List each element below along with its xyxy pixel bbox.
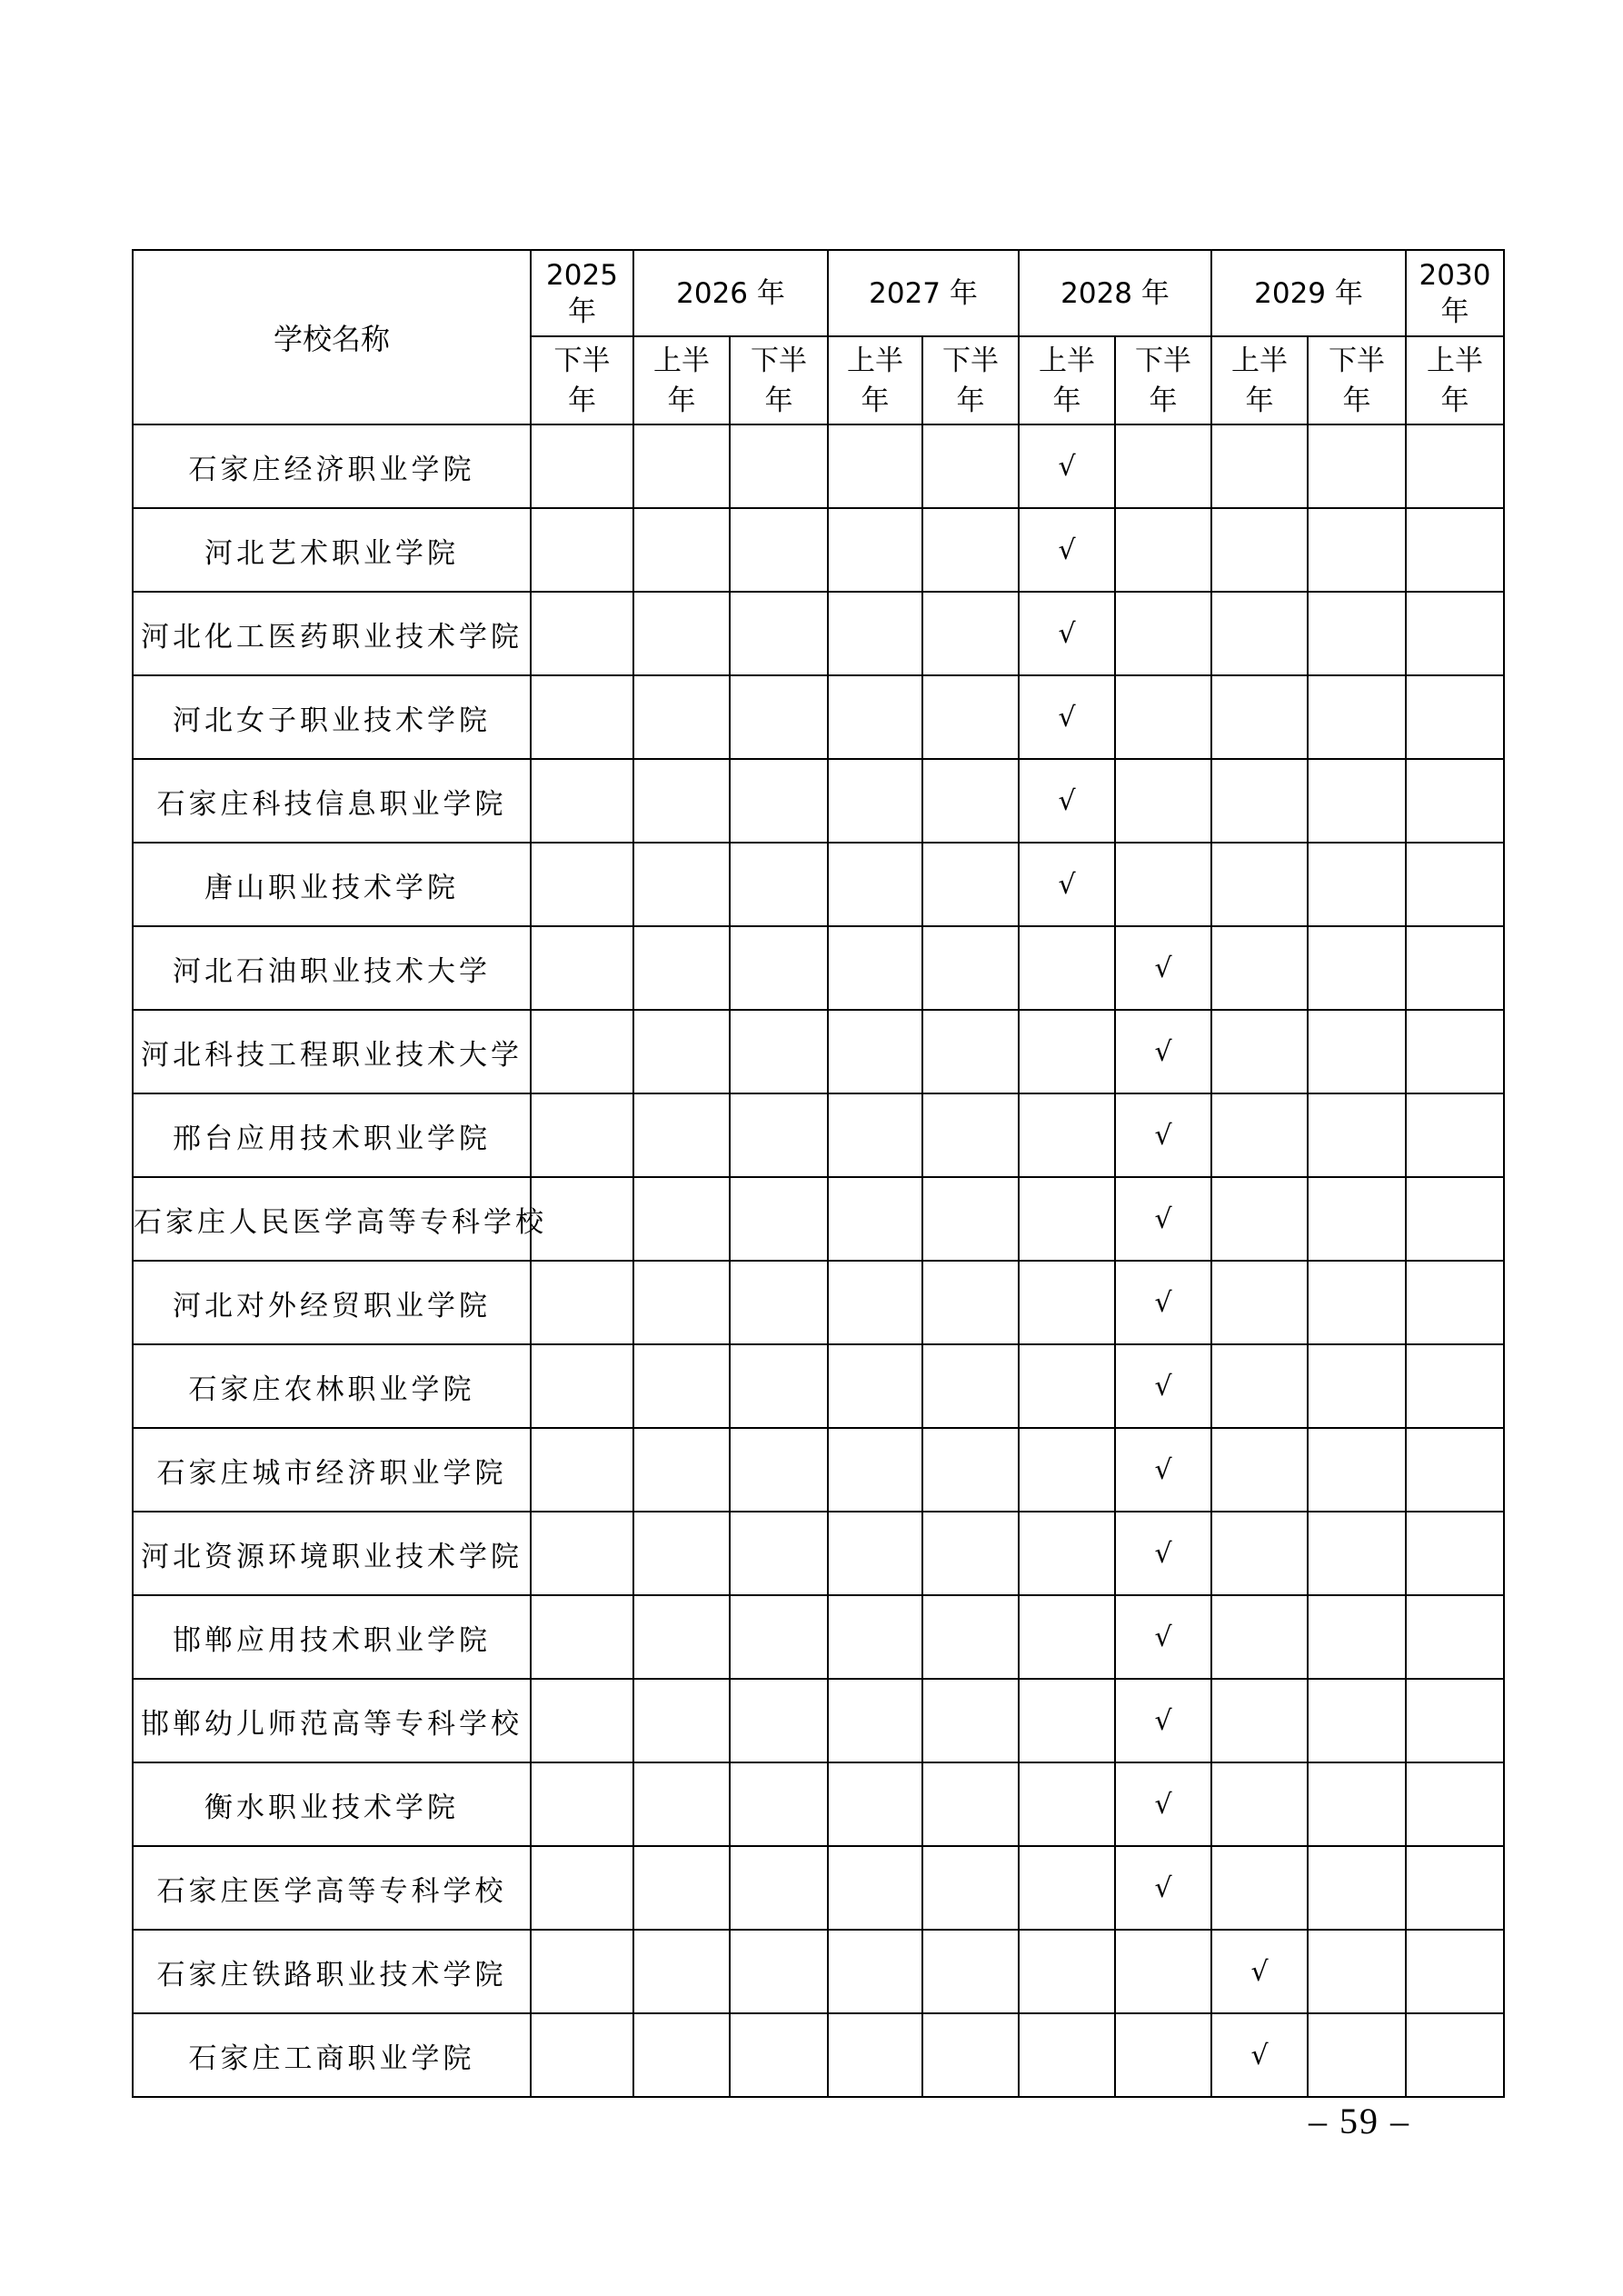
check-mark-cell: √ bbox=[1019, 508, 1115, 592]
empty-cell bbox=[1211, 508, 1308, 592]
empty-cell bbox=[1019, 1846, 1115, 1930]
empty-cell bbox=[1308, 1177, 1406, 1261]
table-row bbox=[133, 1595, 1504, 1679]
empty-cell bbox=[633, 1093, 730, 1177]
table-row bbox=[133, 1512, 1504, 1595]
empty-cell bbox=[1308, 424, 1406, 508]
empty-cell bbox=[1308, 1344, 1406, 1428]
empty-cell bbox=[1406, 1344, 1504, 1428]
table-row bbox=[133, 1177, 1504, 1261]
empty-cell bbox=[1406, 759, 1504, 843]
empty-cell bbox=[633, 1010, 730, 1093]
half-year-header: 下半 年 bbox=[730, 336, 828, 424]
table-row bbox=[133, 1093, 1504, 1177]
empty-cell bbox=[922, 1177, 1019, 1261]
empty-cell bbox=[1211, 843, 1308, 926]
empty-cell bbox=[1406, 1595, 1504, 1679]
empty-cell bbox=[1211, 1344, 1308, 1428]
empty-cell bbox=[1211, 1595, 1308, 1679]
empty-cell bbox=[922, 1512, 1019, 1595]
half-year-header: 上半 年 bbox=[1019, 336, 1115, 424]
empty-cell bbox=[1115, 2013, 1211, 2097]
empty-cell bbox=[1406, 843, 1504, 926]
empty-cell bbox=[1019, 1093, 1115, 1177]
empty-cell bbox=[1115, 592, 1211, 675]
empty-cell bbox=[922, 675, 1019, 759]
school-name-cell: 河北艺术职业学院 bbox=[133, 508, 531, 592]
empty-cell bbox=[633, 592, 730, 675]
empty-cell bbox=[1019, 1930, 1115, 2013]
empty-cell bbox=[1308, 2013, 1406, 2097]
schedule-table bbox=[132, 249, 1505, 2098]
table-row bbox=[133, 843, 1504, 926]
empty-cell bbox=[1019, 1512, 1115, 1595]
empty-cell bbox=[828, 2013, 922, 2097]
empty-cell bbox=[1019, 1428, 1115, 1512]
empty-cell bbox=[828, 675, 922, 759]
check-mark-cell: √ bbox=[1211, 2013, 1308, 2097]
empty-cell bbox=[828, 508, 922, 592]
empty-cell bbox=[922, 1344, 1019, 1428]
check-mark-cell: √ bbox=[1019, 592, 1115, 675]
empty-cell bbox=[730, 1010, 828, 1093]
half-year-header: 上半 年 bbox=[633, 336, 730, 424]
table-row bbox=[133, 759, 1504, 843]
empty-cell bbox=[1211, 675, 1308, 759]
year-header: 2029 年 bbox=[1211, 250, 1406, 336]
empty-cell bbox=[633, 1261, 730, 1344]
empty-cell bbox=[633, 675, 730, 759]
empty-cell bbox=[633, 1846, 730, 1930]
empty-cell bbox=[531, 1093, 633, 1177]
empty-cell bbox=[1211, 1846, 1308, 1930]
school-name-cell: 石家庄医学高等专科学校 bbox=[133, 1846, 531, 1930]
empty-cell bbox=[531, 1344, 633, 1428]
school-name-cell: 石家庄农林职业学院 bbox=[133, 1344, 531, 1428]
empty-cell bbox=[1308, 1679, 1406, 1762]
empty-cell bbox=[1019, 926, 1115, 1010]
school-name-cell: 河北科技工程职业技术大学 bbox=[133, 1010, 531, 1093]
empty-cell bbox=[1211, 759, 1308, 843]
empty-cell bbox=[922, 1679, 1019, 1762]
empty-cell bbox=[1308, 1512, 1406, 1595]
half-year-header: 下半 年 bbox=[1115, 336, 1211, 424]
empty-cell bbox=[828, 1595, 922, 1679]
empty-cell bbox=[730, 1428, 828, 1512]
empty-cell bbox=[1406, 1261, 1504, 1344]
empty-cell bbox=[633, 1428, 730, 1512]
empty-cell bbox=[1406, 1846, 1504, 1930]
empty-cell bbox=[828, 926, 922, 1010]
empty-cell bbox=[828, 843, 922, 926]
empty-cell bbox=[531, 1930, 633, 2013]
school-name-cell: 河北对外经贸职业学院 bbox=[133, 1261, 531, 1344]
empty-cell bbox=[531, 1846, 633, 1930]
year-header: 2027 年 bbox=[828, 250, 1019, 336]
empty-cell bbox=[1308, 1093, 1406, 1177]
empty-cell bbox=[1406, 1010, 1504, 1093]
empty-cell bbox=[1115, 424, 1211, 508]
half-year-header: 上半 年 bbox=[1406, 336, 1504, 424]
empty-cell bbox=[1308, 1930, 1406, 2013]
empty-cell bbox=[1211, 1261, 1308, 1344]
empty-cell bbox=[730, 592, 828, 675]
empty-cell bbox=[1308, 1846, 1406, 1930]
check-mark-cell: √ bbox=[1115, 1512, 1211, 1595]
empty-cell bbox=[1308, 592, 1406, 675]
empty-cell bbox=[1406, 1679, 1504, 1762]
empty-cell bbox=[1019, 1595, 1115, 1679]
empty-cell bbox=[1019, 2013, 1115, 2097]
school-name-cell: 邯郸应用技术职业学院 bbox=[133, 1595, 531, 1679]
empty-cell bbox=[1406, 1093, 1504, 1177]
school-name-cell: 唐山职业技术学院 bbox=[133, 843, 531, 926]
empty-cell bbox=[1115, 508, 1211, 592]
empty-cell bbox=[922, 843, 1019, 926]
empty-cell bbox=[922, 1930, 1019, 2013]
empty-cell bbox=[730, 926, 828, 1010]
empty-cell bbox=[1308, 1428, 1406, 1512]
empty-cell bbox=[1308, 1595, 1406, 1679]
empty-cell bbox=[922, 1261, 1019, 1344]
empty-cell bbox=[828, 1846, 922, 1930]
empty-cell bbox=[531, 1762, 633, 1846]
empty-cell bbox=[531, 1595, 633, 1679]
empty-cell bbox=[1406, 424, 1504, 508]
empty-cell bbox=[922, 1010, 1019, 1093]
empty-cell bbox=[1115, 759, 1211, 843]
empty-cell bbox=[922, 926, 1019, 1010]
empty-cell bbox=[1308, 675, 1406, 759]
check-mark-cell: √ bbox=[1115, 1428, 1211, 1512]
table-row bbox=[133, 1261, 1504, 1344]
check-mark-cell: √ bbox=[1019, 424, 1115, 508]
empty-cell bbox=[730, 1595, 828, 1679]
check-mark-cell: √ bbox=[1115, 1762, 1211, 1846]
empty-cell bbox=[1211, 424, 1308, 508]
empty-cell bbox=[730, 2013, 828, 2097]
check-mark-cell: √ bbox=[1115, 1846, 1211, 1930]
empty-cell bbox=[1406, 592, 1504, 675]
empty-cell bbox=[531, 1679, 633, 1762]
empty-cell bbox=[1115, 843, 1211, 926]
check-mark-cell: √ bbox=[1211, 1930, 1308, 2013]
half-year-header: 下半 年 bbox=[922, 336, 1019, 424]
empty-cell bbox=[633, 1344, 730, 1428]
year-header: 2025 年 bbox=[531, 250, 633, 336]
half-year-header: 上半 年 bbox=[828, 336, 922, 424]
school-name-cell: 石家庄工商职业学院 bbox=[133, 2013, 531, 2097]
empty-cell bbox=[1406, 508, 1504, 592]
empty-cell bbox=[828, 759, 922, 843]
check-mark-cell: √ bbox=[1115, 1261, 1211, 1344]
empty-cell bbox=[828, 1261, 922, 1344]
empty-cell bbox=[633, 1177, 730, 1261]
empty-cell bbox=[1406, 1177, 1504, 1261]
empty-cell bbox=[1211, 1177, 1308, 1261]
school-name-cell: 衡水职业技术学院 bbox=[133, 1762, 531, 1846]
empty-cell bbox=[828, 1512, 922, 1595]
empty-cell bbox=[922, 2013, 1019, 2097]
empty-cell bbox=[1211, 1428, 1308, 1512]
empty-cell bbox=[828, 1428, 922, 1512]
empty-cell bbox=[531, 843, 633, 926]
empty-cell bbox=[1019, 1762, 1115, 1846]
empty-cell bbox=[828, 1093, 922, 1177]
empty-cell bbox=[633, 1595, 730, 1679]
empty-cell bbox=[531, 759, 633, 843]
empty-cell bbox=[730, 1344, 828, 1428]
empty-cell bbox=[1308, 843, 1406, 926]
empty-cell bbox=[1406, 926, 1504, 1010]
empty-cell bbox=[1211, 1512, 1308, 1595]
school-name-cell: 石家庄人民医学高等专科学校 bbox=[133, 1177, 531, 1261]
empty-cell bbox=[1308, 1010, 1406, 1093]
table-row bbox=[133, 592, 1504, 675]
table-row bbox=[133, 508, 1504, 592]
table-row bbox=[133, 926, 1504, 1010]
empty-cell bbox=[531, 508, 633, 592]
table-row bbox=[133, 1930, 1504, 2013]
check-mark-cell: √ bbox=[1115, 1093, 1211, 1177]
empty-cell bbox=[730, 508, 828, 592]
empty-cell bbox=[1115, 1930, 1211, 2013]
empty-cell bbox=[1406, 1762, 1504, 1846]
table-row bbox=[133, 2013, 1504, 2097]
check-mark-cell: √ bbox=[1115, 1679, 1211, 1762]
empty-cell bbox=[531, 675, 633, 759]
check-mark-cell: √ bbox=[1115, 1177, 1211, 1261]
empty-cell bbox=[1211, 592, 1308, 675]
empty-cell bbox=[828, 1344, 922, 1428]
empty-cell bbox=[1406, 1512, 1504, 1595]
empty-cell bbox=[828, 1930, 922, 2013]
empty-cell bbox=[730, 843, 828, 926]
school-name-cell: 河北资源环境职业技术学院 bbox=[133, 1512, 531, 1595]
empty-cell bbox=[922, 1846, 1019, 1930]
empty-cell bbox=[828, 1010, 922, 1093]
school-name-cell: 河北石油职业技术大学 bbox=[133, 926, 531, 1010]
empty-cell bbox=[1019, 1679, 1115, 1762]
empty-cell bbox=[730, 1762, 828, 1846]
check-mark-cell: √ bbox=[1019, 675, 1115, 759]
empty-cell bbox=[531, 1010, 633, 1093]
school-name-cell: 邢台应用技术职业学院 bbox=[133, 1093, 531, 1177]
check-mark-cell: √ bbox=[1115, 1595, 1211, 1679]
check-mark-cell: √ bbox=[1019, 759, 1115, 843]
empty-cell bbox=[1211, 1010, 1308, 1093]
empty-cell bbox=[1211, 1093, 1308, 1177]
empty-cell bbox=[730, 1093, 828, 1177]
empty-cell bbox=[730, 424, 828, 508]
year-header: 2026 年 bbox=[633, 250, 828, 336]
empty-cell bbox=[730, 759, 828, 843]
empty-cell bbox=[633, 1512, 730, 1595]
empty-cell bbox=[1308, 759, 1406, 843]
table-row bbox=[133, 1679, 1504, 1762]
table-row bbox=[133, 1846, 1504, 1930]
empty-cell bbox=[1406, 1930, 1504, 2013]
table-row bbox=[133, 675, 1504, 759]
half-year-header: 下半 年 bbox=[531, 336, 633, 424]
empty-cell bbox=[633, 1930, 730, 2013]
empty-cell bbox=[633, 1679, 730, 1762]
empty-cell bbox=[1308, 1261, 1406, 1344]
check-mark-cell: √ bbox=[1115, 926, 1211, 1010]
empty-cell bbox=[828, 424, 922, 508]
school-name-cell: 河北女子职业技术学院 bbox=[133, 675, 531, 759]
school-name-cell: 石家庄经济职业学院 bbox=[133, 424, 531, 508]
empty-cell bbox=[531, 592, 633, 675]
empty-cell bbox=[1406, 2013, 1504, 2097]
empty-cell bbox=[828, 592, 922, 675]
empty-cell bbox=[1211, 926, 1308, 1010]
table-row bbox=[133, 1762, 1504, 1846]
empty-cell bbox=[922, 592, 1019, 675]
empty-cell bbox=[1308, 926, 1406, 1010]
empty-cell bbox=[633, 508, 730, 592]
half-year-header: 下半 年 bbox=[1308, 336, 1406, 424]
empty-cell bbox=[1019, 1344, 1115, 1428]
school-name-cell: 邯郸幼儿师范高等专科学校 bbox=[133, 1679, 531, 1762]
empty-cell bbox=[730, 1177, 828, 1261]
empty-cell bbox=[730, 675, 828, 759]
empty-cell bbox=[1115, 675, 1211, 759]
empty-cell bbox=[730, 1930, 828, 2013]
school-name-cell: 石家庄科技信息职业学院 bbox=[133, 759, 531, 843]
empty-cell bbox=[922, 1762, 1019, 1846]
check-mark-cell: √ bbox=[1019, 843, 1115, 926]
empty-cell bbox=[531, 424, 633, 508]
empty-cell bbox=[922, 1428, 1019, 1512]
empty-cell bbox=[633, 759, 730, 843]
table-row bbox=[133, 1010, 1504, 1093]
school-name-cell: 石家庄城市经济职业学院 bbox=[133, 1428, 531, 1512]
empty-cell bbox=[922, 1093, 1019, 1177]
school-name-cell: 河北化工医药职业技术学院 bbox=[133, 592, 531, 675]
empty-cell bbox=[1211, 1679, 1308, 1762]
empty-cell bbox=[1308, 1762, 1406, 1846]
empty-cell bbox=[828, 1762, 922, 1846]
table-row bbox=[133, 424, 1504, 508]
table-row bbox=[133, 1428, 1504, 1512]
year-header: 2028 年 bbox=[1019, 250, 1211, 336]
empty-cell bbox=[633, 424, 730, 508]
empty-cell bbox=[1019, 1261, 1115, 1344]
school-name-cell: 石家庄铁路职业技术学院 bbox=[133, 1930, 531, 2013]
empty-cell bbox=[828, 1679, 922, 1762]
empty-cell bbox=[1211, 1762, 1308, 1846]
empty-cell bbox=[922, 759, 1019, 843]
empty-cell bbox=[828, 1177, 922, 1261]
empty-cell bbox=[1019, 1177, 1115, 1261]
page-number: – 59 – bbox=[1309, 2101, 1410, 2141]
empty-cell bbox=[730, 1512, 828, 1595]
empty-cell bbox=[1406, 675, 1504, 759]
empty-cell bbox=[730, 1846, 828, 1930]
empty-cell bbox=[1019, 1010, 1115, 1093]
table-row bbox=[133, 1344, 1504, 1428]
empty-cell bbox=[922, 424, 1019, 508]
empty-cell bbox=[531, 1428, 633, 1512]
empty-cell bbox=[531, 1261, 633, 1344]
empty-cell bbox=[730, 1261, 828, 1344]
check-mark-cell: √ bbox=[1115, 1010, 1211, 1093]
empty-cell bbox=[1406, 1428, 1504, 1512]
empty-cell bbox=[633, 843, 730, 926]
empty-cell bbox=[531, 926, 633, 1010]
empty-cell bbox=[1308, 508, 1406, 592]
year-header: 2030 年 bbox=[1406, 250, 1504, 336]
empty-cell bbox=[922, 508, 1019, 592]
empty-cell bbox=[531, 2013, 633, 2097]
empty-cell bbox=[730, 1679, 828, 1762]
empty-cell bbox=[922, 1595, 1019, 1679]
empty-cell bbox=[633, 1762, 730, 1846]
empty-cell bbox=[633, 2013, 730, 2097]
check-mark-cell: √ bbox=[1115, 1344, 1211, 1428]
school-name-header: 学校名称 bbox=[133, 250, 531, 424]
empty-cell bbox=[633, 926, 730, 1010]
half-year-header: 上半 年 bbox=[1211, 336, 1308, 424]
empty-cell bbox=[531, 1512, 633, 1595]
